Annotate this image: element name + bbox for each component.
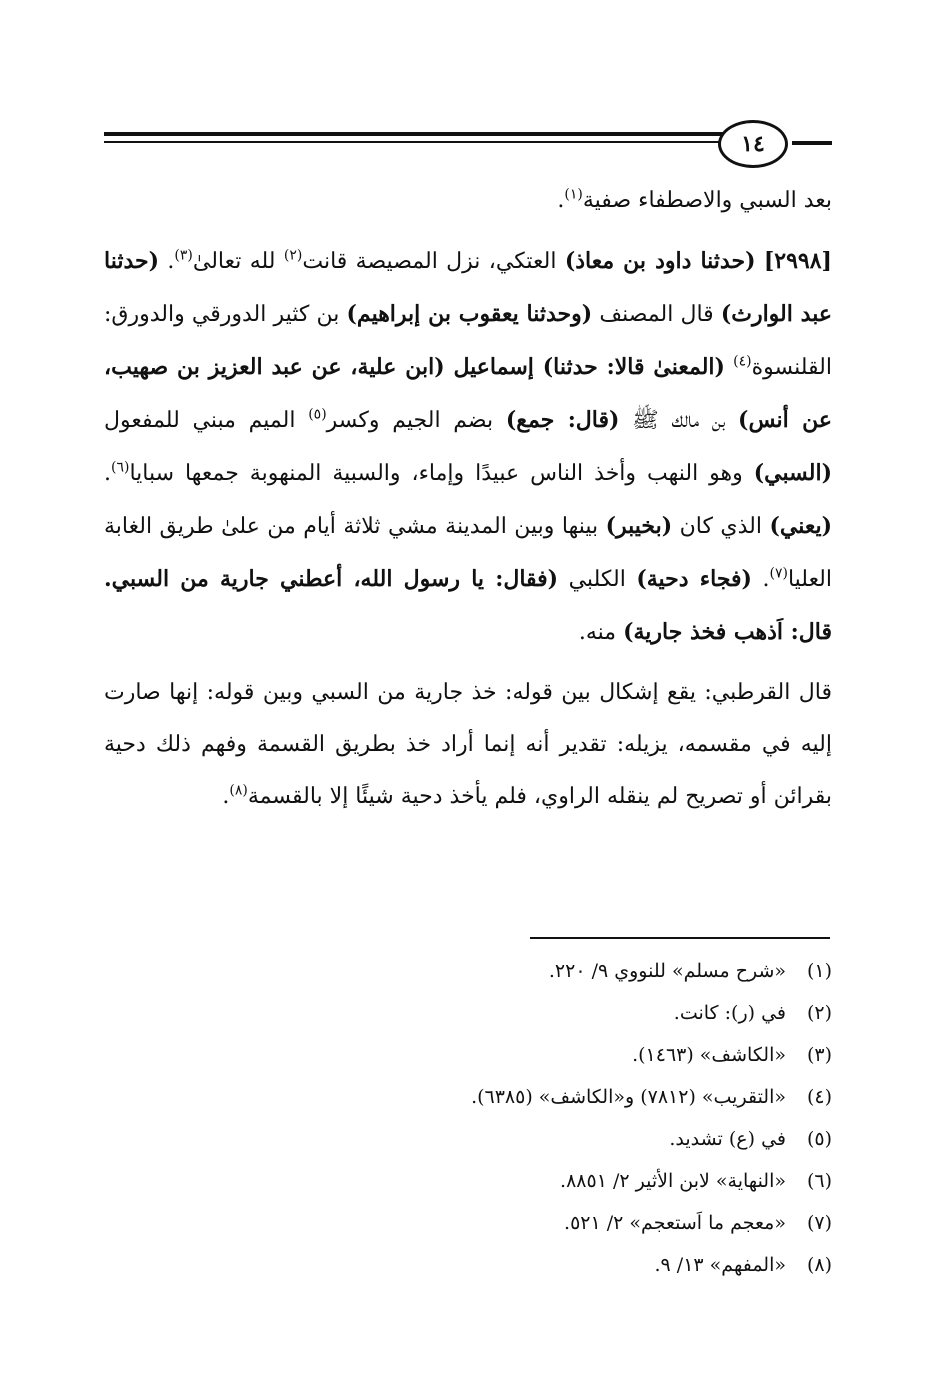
paragraph-continuation: بعد السبي والاصطفاء صفية$^{(١)}$. bbox=[557, 186, 832, 213]
footnote-item bbox=[104, 950, 832, 992]
footnote-number: (٦) bbox=[806, 1170, 832, 1192]
footnote-ref[interactable]: (١) bbox=[564, 186, 583, 203]
footnote-number: (٥) bbox=[806, 1128, 832, 1150]
footnote-item bbox=[104, 1160, 832, 1202]
footnote-item bbox=[104, 1034, 832, 1076]
footnote-ref[interactable]: (٧) bbox=[769, 565, 788, 582]
hadith-paragraph: [٢٩٩٨] (حدثنا داود بن معاذ) العتكي، نزل المصيصة قانت$^{(٢)}$ لله تعالىٰ$^{(٣)}$. (حدثنا عبد الوارث) قال المصنف (وحدثنا يعقوب بن إبراهيم) بن كثير الدورقي والدورق: القلنسوة$^{(٤)}$ (المعنىٰ قالا: حدثنا) إسماعيل (ابن علية، عن عبد العزيز بن صهيب، عن أنس) بن مالك ﷺ (قال: جمع) بضم الجيم وكسر$^{(٥)}$ الميم مبني للمفعول (السبي) وهو النهب وأخذ الناس عبيدًا وإماء، والسبية المنهوبة جمعها سبايا$^{(٦)}$. (يعني) الذي كان (بخيبر) بينها وبين المدينة مشي ثلاثة أيام من علىٰ طريق الغابة العليا$^{(٧)}$. (فجاء دحية) الكلبي (فقال: يا رسول الله، أعطني جارية من السبي. قال: اَذهب فخذ جارية) منه. bbox=[104, 247, 833, 645]
footnote-ref[interactable]: (٨) bbox=[229, 782, 248, 799]
footnote-ref[interactable]: (٢) bbox=[283, 247, 303, 264]
footnote-item bbox=[104, 1076, 832, 1118]
footnote-text: في (ر): كانت. bbox=[673, 1002, 786, 1024]
footnote-number: (٣) bbox=[806, 1044, 832, 1066]
footnote-ref[interactable]: (٦) bbox=[111, 459, 130, 476]
footnote-number: (٢) bbox=[806, 1002, 832, 1024]
footnote-text: «المفهم» ١٣/ ٩. bbox=[654, 1254, 786, 1276]
footnote-number: (٤) bbox=[806, 1086, 832, 1108]
footnote-number: (١) bbox=[806, 960, 832, 982]
footnote-item bbox=[104, 992, 832, 1034]
footnote-item bbox=[104, 1118, 832, 1160]
page-number: ١٤ bbox=[718, 120, 788, 168]
page-header bbox=[104, 112, 832, 178]
footnote-text: «معجم ما اَستعجم» ٢/ ٥٢١. bbox=[564, 1212, 786, 1234]
footnote-item bbox=[104, 1202, 832, 1244]
footnote-text: «النهاية» لابن الأثير ٢/ ٨٨٥١. bbox=[560, 1170, 786, 1192]
footnote-text: في (ع) تشديد. bbox=[669, 1128, 786, 1150]
footnote-number: (٨) bbox=[806, 1254, 832, 1276]
footnote-separator bbox=[530, 937, 830, 939]
footnote-ref[interactable]: (٣) bbox=[174, 247, 193, 264]
main-text bbox=[104, 175, 832, 823]
footnote-ref[interactable]: (٤) bbox=[733, 353, 752, 370]
footnote-ref[interactable]: (٥) bbox=[308, 406, 327, 423]
footnote-text: «الكاشف» (١٤٦٣). bbox=[632, 1044, 786, 1066]
footnotes bbox=[104, 950, 832, 1286]
footnote-item bbox=[104, 1244, 832, 1286]
header-rule-right bbox=[792, 141, 832, 145]
header-rule-thick bbox=[104, 132, 724, 136]
footnote-number: (٧) bbox=[806, 1212, 832, 1234]
commentary-paragraph: قال القرطبي: يقع إشكال بين قوله: خذ جارية من السبي وبين قوله: إنها صارت إليه في مقسمه، يزيله: تقدير أنه إنما أراد خذ بطريق القسمة وفهم ذلك دحية بقرائن أو تصريح لم ينقله الراوي، فلم يأخذ دحية شيئًا إلا بالقسمة$^{(٨)}$. bbox=[104, 680, 832, 809]
footnote-text: «شرح مسلم» للنووي ٩/ ٢٢٠. bbox=[548, 960, 786, 982]
footnote-text: «التقريب» (٧٨١٢) و«الكاشف» (٦٣٨٥). bbox=[471, 1086, 786, 1108]
hadith-number: [٢٩٩٨] bbox=[763, 248, 832, 274]
header-rule-thin bbox=[104, 141, 724, 143]
